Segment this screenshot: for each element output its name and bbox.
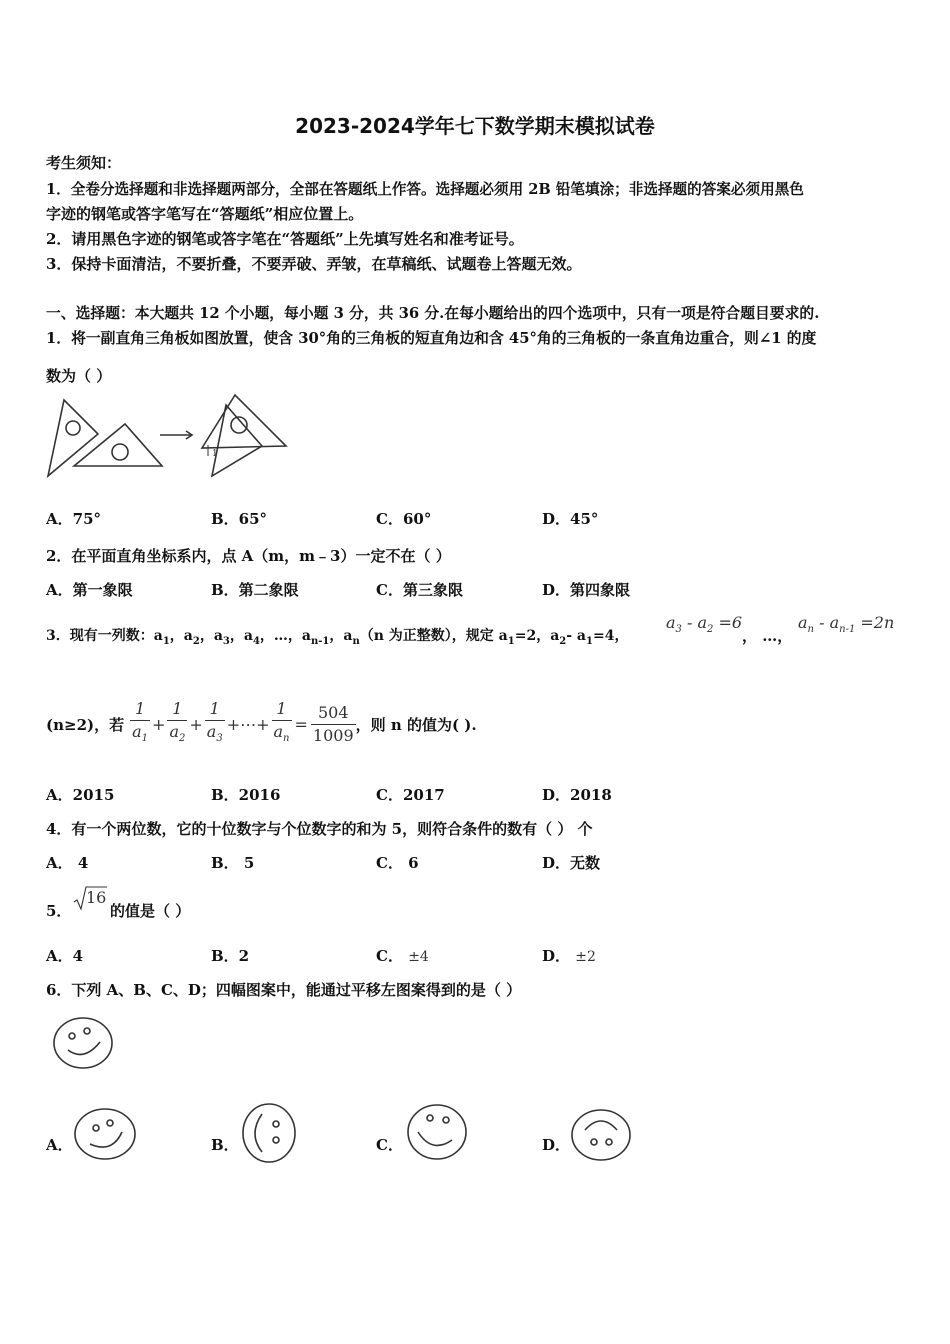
- q1-line-2: 数为（ ）: [46, 367, 112, 385]
- q3-ellipsis: ， …，: [742, 627, 793, 645]
- smiley-option-a-icon: [72, 1106, 138, 1164]
- triangle-hole-left-2: [112, 444, 128, 460]
- q5-option-c[interactable]: C． ±4: [376, 947, 429, 965]
- smiley-original-icon: [50, 1014, 116, 1072]
- q4-option-b[interactable]: B． 5: [211, 854, 255, 872]
- q3-sum-line: (n≥2)，若 $\frac{1}{a_1}$ + $\frac{1}{a_2}$ + $\frac{1}{a_3}$ +⋯+ $\frac{1}{a_n}$ = $\frac{504}{1009}$ ，则 n 的值为( ).: [46, 698, 477, 750]
- q5-number: 5．: [46, 902, 72, 920]
- q3-option-b[interactable]: B．2016: [211, 786, 281, 804]
- smiley-option-b-icon: [238, 1102, 300, 1164]
- q1-option-d[interactable]: D．45°: [542, 510, 599, 528]
- q3-prefix: (n≥2)，若: [46, 715, 125, 734]
- q3-option-a[interactable]: A．2015: [46, 786, 115, 804]
- q5-text: 的值是（ ）: [110, 902, 191, 920]
- q3-suffix: ，则 n 的值为( ).: [355, 715, 477, 734]
- q5-option-d-value: ±2: [575, 949, 596, 965]
- triangle-30-right: [212, 405, 262, 476]
- section-heading: 一、选择题：本大题共 12 个小题，每小题 3 分，共 36 分.在每小题给出的四个选项中，只有一项是符合题目要求的.: [46, 305, 820, 322]
- smiley-option-d-icon: [569, 1106, 635, 1164]
- q1-line-1: 1．将一副直角三角板如图放置，使含 30°角的三角板的短直角边和含 45°角的三角板的一条直角边重合，则∠1 的度: [46, 330, 817, 347]
- notice-line-1a: 1．全卷分选择题和非选择题两部分，全部在答题纸上作答。选择题必须用 2B 铅笔填涂；非选择题的答案必须用黑色: [46, 181, 804, 198]
- q4-option-c[interactable]: C． 6: [376, 854, 419, 872]
- triangle-30-left: [48, 400, 98, 476]
- q6-option-c[interactable]: C．: [376, 1136, 403, 1154]
- q5-option-d[interactable]: D． ±2: [542, 947, 596, 965]
- q4-text: 4．有一个两位数，它的十位数字与个位数字的和为 5，则符合条件的数有（ ） 个: [46, 820, 593, 838]
- q3-equation-1: $a_3 - a_2 =6$: [666, 613, 743, 636]
- q3-option-c[interactable]: C．2017: [376, 786, 445, 804]
- notice-line-3: 3．保持卡面清洁，不要折叠，不要弄破、弄皱，在草稿纸、试题卷上答题无效。: [46, 255, 582, 273]
- q1-option-b[interactable]: B．65°: [211, 510, 268, 528]
- q3-option-d[interactable]: D．2018: [542, 786, 612, 804]
- q1-option-a[interactable]: A．75°: [46, 510, 102, 528]
- q6-option-d[interactable]: D．: [542, 1136, 571, 1154]
- q3-term-2: $\frac{1}{a_2}$: [169, 698, 186, 745]
- notice-line-1b: 字迹的钢笔或答字笔写在“答题纸”相应位置上。: [46, 205, 364, 223]
- q5-option-b[interactable]: B．2: [211, 947, 250, 965]
- q2-option-d[interactable]: D．第四象限: [542, 581, 631, 599]
- q3-term-1: $\frac{1}{a_1}$: [132, 698, 149, 745]
- triangle-hole-left-1: [66, 421, 80, 435]
- q2-option-c[interactable]: C．第三象限: [376, 581, 463, 599]
- angle-1-label: 1: [212, 449, 218, 459]
- triangle-45-right: [202, 395, 286, 448]
- q6-option-b[interactable]: B．: [211, 1136, 239, 1154]
- q4-option-a[interactable]: A． 4: [46, 854, 89, 872]
- q6-option-a[interactable]: A．: [46, 1136, 73, 1154]
- notice-heading: 考生须知：: [46, 154, 122, 172]
- q5-option-c-value: ±4: [408, 949, 429, 965]
- q3-term-n: $\frac{1}{a_n}$: [273, 698, 290, 745]
- q4-option-d[interactable]: D．无数: [542, 854, 601, 872]
- page-title: 2023-2024学年七下数学期末模拟试卷: [295, 114, 655, 138]
- q3-line-1: 3．现有一列数：$a_1$，$a_2$，$a_3$，$a_4$，…，$a_{n-1}$，$a_n(n$ 为正整数），规定 $a_1=2$，$a_2-$ $a_1=4$，: [46, 628, 629, 647]
- triangles-figure: [40, 390, 300, 485]
- sqrt-radicand: 16: [86, 888, 107, 907]
- q2-option-a[interactable]: A．第一象限: [46, 581, 133, 599]
- q2-option-b[interactable]: B．第二象限: [211, 581, 299, 599]
- q3-term-3: $\frac{1}{a_3}$: [206, 698, 223, 745]
- q2-text: 2．在平面直角坐标系内，点 A（m，m﹣3）一定不在（ ）: [46, 547, 451, 565]
- notice-line-2: 2．请用黑色字迹的钢笔或答字笔在“答题纸”上先填写姓名和准考证号。: [46, 230, 524, 248]
- q5-option-a[interactable]: A．4: [46, 947, 84, 965]
- q3-equation-2: $a_n - a_{n-1} =2n$: [798, 613, 895, 636]
- smiley-option-c-icon: [404, 1102, 470, 1162]
- q6-text: 6．下列 A、B、C、D；四幅图案中，能通过平移左图案得到的是（ ）: [46, 981, 522, 999]
- q3-rhs: $\frac{504}{1009}$: [312, 702, 354, 745]
- q1-option-c[interactable]: C．60°: [376, 510, 432, 528]
